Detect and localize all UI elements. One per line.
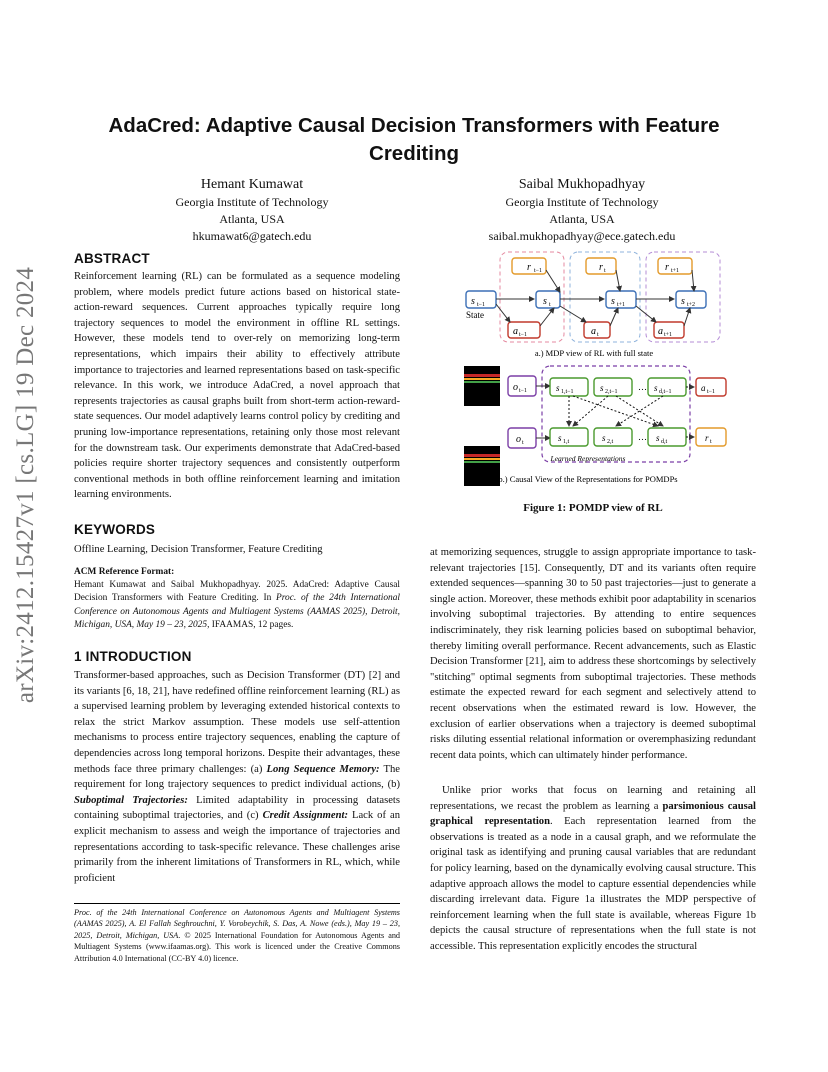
svg-text:a: a <box>658 326 663 337</box>
state-node <box>536 291 560 308</box>
right-paragraph-1: at memorizing sequences, struggle to assign appropriate importance to task-relevant trajectories [15]. Consequently, DT and its variants often require extended sequences—spanning 30 to 50 past trajectories—just to generate a single action. Moreover, these methods exhibit poor adaptability in scenarios involving suboptimal trajectories. By attending to entire sequences indiscriminately, they risk learning policies based on suboptimal behavior, thereby limiting overall performance. Recent advancements, such as Elastic Decision Transformer [21], aim to address these shortcomings by selectively "stitching" optimal segments from suboptimal trajectories. These methods estimate the expected reward for each segment and selectively attend to recent observations when the estimated reward is low. However, the exclusion of earlier observations when a trajectory is deemed suboptimal risks diluting essential relational information or overemphasizing redundant recent data points, which can ultimately hinder performance. <box>430 547 756 761</box>
svg-text:s: s <box>602 433 606 443</box>
observation-stripe <box>464 461 500 463</box>
footnote-rule <box>74 903 400 904</box>
svg-text:o: o <box>516 434 521 445</box>
author-email: hkumawat6@gatech.edu <box>192 229 312 243</box>
svg-text:1,t: 1,t <box>563 439 570 445</box>
svg-text:t+1: t+1 <box>617 302 626 308</box>
acm-reference <box>74 566 400 632</box>
right-paragraph-2: Unlike prior works that focus on learning and retaining all representations, we recast the problem as learning a parsimonious causal graphical representation. Each representation learned from the observations is treated as a node in a causal graph, and we reformulate the original task as identifying and pruning causal variables that are redundant for policy learning, based on the dynamically evolving causal structure. This adaptive approach allows the model to capture essential dependencies while discarding irrelevant data. Figure 1a illustrates the MDP perspective of reinforcement learning when the full state is available, whereas Figure 1b depicts the causal structure of representations when the full state is not accessible. This representation explicitly encodes the structural <box>430 785 756 952</box>
svg-text:t+2: t+2 <box>687 302 696 308</box>
abstract-text: Reinforcement learning (RL) can be formulated as a sequence modeling problem, where models predict future actions based on historical state-action-reward sequences. Current approaches typically require long trajectory sequences to model the environment in offline RL settings. However, these models tend to over-rely on memorizing long-term representations, which impairs their ability to effectively attribute importance to trajectories and learned representations based on task-specific relevance. In this work, we introduce AdaCred, a novel approach that represents trajectories as causal graphs built from short-term action-reward-state sequences. Our model adaptively learns control policy by crediting and pruning low-importance representations, retaining only those most relevant for the downstream task. Our experiments demonstrate that AdaCred-based policies require shorter trajectory sequences and consistently outperform conventional methods in both offline reinforcement learning and imitation learning environments. <box>74 271 400 501</box>
paper-title: AdaCred: Adaptive Causal Decision Transformers with Feature Crediting <box>108 114 720 165</box>
svg-text:t−1: t−1 <box>519 388 528 394</box>
svg-text:t: t <box>710 439 712 445</box>
svg-text:s: s <box>471 296 475 307</box>
svg-text:t: t <box>604 268 606 274</box>
svg-text:s: s <box>543 296 547 307</box>
svg-text:r: r <box>599 262 603 273</box>
svg-text:t: t <box>597 332 599 338</box>
figure-1-diagram <box>458 248 730 488</box>
author-name: Hemant Kumawat <box>200 177 304 192</box>
caption-a: a.) MDP view of RL with full state <box>534 348 654 358</box>
svg-text:t−1: t−1 <box>707 389 716 395</box>
acm-reference-tail: , IFAAMAS, 12 pages. <box>207 619 294 630</box>
observation-stripe <box>464 381 500 383</box>
caption-b: b.) Causal View of the Representations for POMDPs <box>498 474 678 484</box>
author-2 <box>452 175 712 245</box>
svg-text:2,t−1: 2,t−1 <box>605 389 618 395</box>
svg-text:s: s <box>654 383 658 393</box>
state-label: State <box>466 310 484 320</box>
svg-text:s: s <box>556 383 560 393</box>
observation-stripe <box>464 374 500 377</box>
svg-text:o: o <box>513 382 518 393</box>
ellipsis: … <box>638 382 647 392</box>
author-name: Saibal Mukhopadhyay <box>518 177 646 192</box>
svg-text:r: r <box>665 262 669 273</box>
svg-text:t−1: t−1 <box>519 332 528 338</box>
author-affiliation: Georgia Institute of Technology <box>175 195 329 209</box>
observation-image <box>464 366 500 406</box>
svg-text:t−1: t−1 <box>477 302 486 308</box>
svg-text:t+1: t+1 <box>664 332 673 338</box>
author-location: Atlanta, USA <box>219 212 285 226</box>
svg-text:a: a <box>513 326 518 337</box>
svg-text:a: a <box>591 326 596 337</box>
svg-text:s: s <box>656 433 660 443</box>
svg-text:r: r <box>705 433 709 443</box>
svg-text:t+1: t+1 <box>671 268 680 274</box>
keywords-heading: KEYWORDS <box>74 522 156 537</box>
figure-caption: Figure 1: POMDP view of RL <box>523 502 663 514</box>
svg-text:s: s <box>558 433 562 443</box>
svg-text:2,t: 2,t <box>607 439 614 445</box>
svg-text:d,t−1: d,t−1 <box>659 389 672 395</box>
author-affiliation: Georgia Institute of Technology <box>505 195 659 209</box>
svg-text:d,t: d,t <box>661 439 668 445</box>
learned-representations-label: Learned Representations <box>550 454 626 463</box>
observation-stripe <box>464 378 500 380</box>
svg-text:s: s <box>681 296 685 307</box>
introduction-heading: 1 INTRODUCTION <box>74 649 192 664</box>
introduction-paragraph: Transformer-based approaches, such as Decision Transformer (DT) [2] and its variants [6, 18, 21], have redefined offline reinforcement learning (RL) as a supervised learning problem by leveraging extended historical contexts to relax the strict Markov assumption. These models use self-attention mechanisms to process entire trajectory sequences, enabling the capture of dependencies across long temporal horizons. Despite their advantages, these methods face three primary challenges: (a) Long Sequence Memory: The requirement for long trajectory sequences to predict individual actions, (b) Suboptimal Trajectories: Limited adaptability in processing datasets containing suboptimal trajectories, and (c) Credit Assignment: Lack of an explicit mechanism to assess and weigh the importance of trajectories and representations according to task-specific relevance. These challenges arise primarily from the inherent limitations of Transformers in RL, which, while proficient <box>74 670 401 884</box>
abstract-heading: ABSTRACT <box>74 251 150 266</box>
svg-text:s: s <box>600 383 604 393</box>
svg-text:t: t <box>522 440 524 446</box>
observation-stripe <box>464 458 500 460</box>
author-email: saibal.mukhopadhyay@ece.gatech.edu <box>488 229 676 243</box>
author-location: Atlanta, USA <box>549 212 615 226</box>
svg-text:s: s <box>611 296 615 307</box>
svg-text:t: t <box>549 302 551 308</box>
svg-text:r: r <box>527 262 531 273</box>
footnote: Proc. of the 24th International Conference on Autonomous Agents and Multiagent Systems (AAMAS 2025), A. El Fallah Seghrouchni, Y. Vorobeychik, S. Das, A. Nowe (eds.), May 19 – 23, 2025, Detroit, Michigan, USA. © 2025 International Foundation for Autonomous Agents and Multiagent Systems (www.ifaamas.org). This work is licenced under the Creative Commons Attribution 4.0 International (CC-BY 4.0) licence. <box>74 908 401 963</box>
acm-reference-heading: ACM Reference Format: <box>74 567 175 577</box>
author-1 <box>122 175 382 245</box>
observation-stripe <box>464 454 500 457</box>
svg-text:a: a <box>701 383 706 393</box>
acm-reference-venue: Proc. of the 24th International Conference on Autonomous Agents and Multiagent Systems (AAMAS 2025), Detroit, Michigan, USA, May 19 – 23, 2025 <box>74 593 401 630</box>
observation-image <box>464 446 500 486</box>
arxiv-identifier: arXiv:2412.15427v1 [cs.LG] 19 Dec 2024 <box>12 266 39 704</box>
acm-reference-text: Hemant Kumawat and Saibal Mukhopadhyay. 2025. AdaCred: Adaptive Causal Decision Transformers with Feature Crediting. In <box>74 580 400 604</box>
keywords-text: Offline Learning, Decision Transformer, Feature Crediting <box>74 544 323 555</box>
svg-text:1,t−1: 1,t−1 <box>561 389 574 395</box>
svg-text:t−1: t−1 <box>534 268 543 274</box>
ellipsis: … <box>638 432 647 442</box>
